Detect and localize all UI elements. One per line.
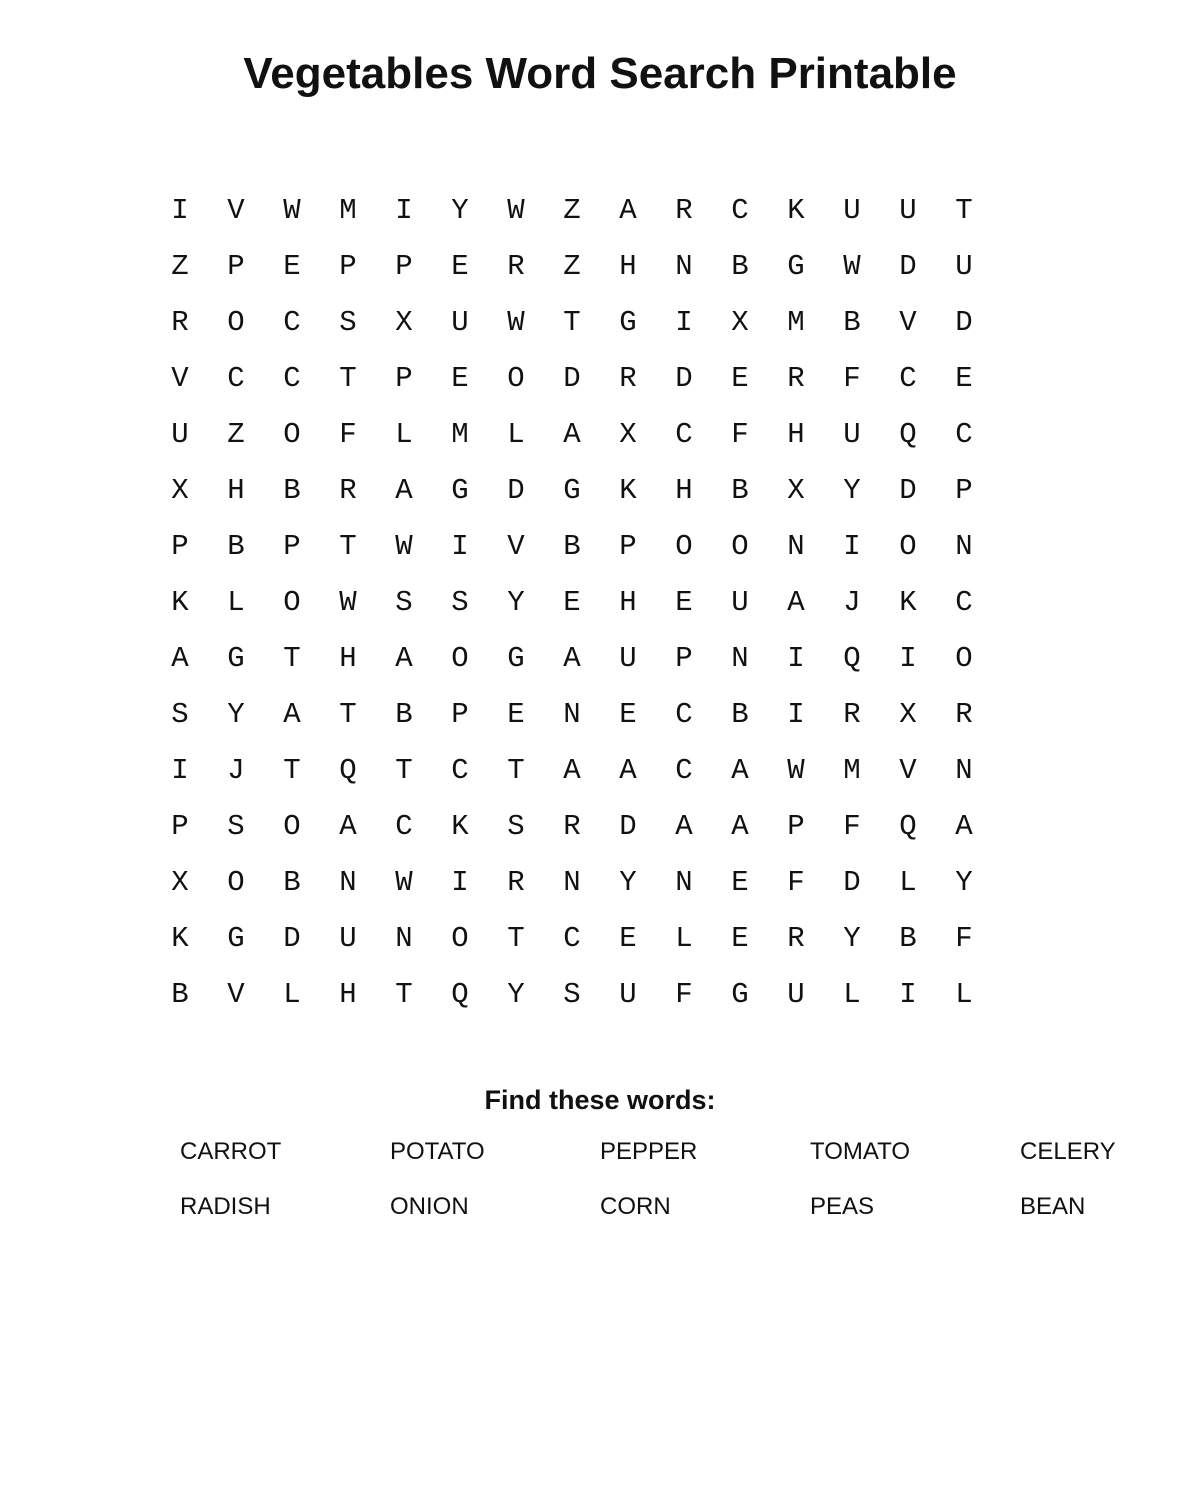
grid-letter: Y [451, 194, 469, 227]
grid-letter: I [171, 754, 189, 787]
grid-letter: S [507, 810, 525, 843]
grid-letter: Y [507, 586, 525, 619]
word-item: CARROT [180, 1138, 282, 1165]
grid-letter: V [227, 194, 245, 227]
grid-row [152, 351, 992, 407]
grid-letter: G [507, 642, 525, 675]
grid-letter: T [395, 978, 413, 1011]
grid-letter: L [227, 586, 245, 619]
grid-row [152, 687, 992, 743]
grid-letter: B [283, 474, 301, 507]
grid-letter: Y [227, 698, 245, 731]
grid-letter: C [563, 922, 581, 955]
grid-letter: W [283, 194, 301, 227]
grid-letter: O [227, 866, 245, 899]
grid-letter: P [619, 530, 637, 563]
grid-letter: E [619, 922, 637, 955]
grid-letter: U [339, 922, 357, 955]
grid-letter: P [171, 530, 189, 563]
grid-letter: D [843, 866, 861, 899]
grid-letter: G [731, 978, 749, 1011]
grid-letter: P [171, 810, 189, 843]
grid-letter: C [955, 586, 973, 619]
grid-letter: V [227, 978, 245, 1011]
grid-letter: K [899, 586, 917, 619]
grid-letter: O [283, 586, 301, 619]
grid-letter: R [675, 194, 693, 227]
grid-letter: O [283, 810, 301, 843]
word-item: TOMATO [810, 1138, 911, 1165]
grid-letter: L [507, 418, 525, 451]
word-item: BEAN [1020, 1193, 1086, 1220]
grid-letter: M [787, 306, 805, 339]
grid-letter: X [171, 474, 189, 507]
grid-letter: E [731, 922, 749, 955]
grid-letter: C [283, 362, 301, 395]
grid-letter: I [787, 642, 805, 675]
grid-letter: U [171, 418, 189, 451]
grid-letter: G [563, 474, 581, 507]
word-list [180, 1135, 1200, 1245]
word-item: ONION [390, 1193, 469, 1220]
grid-letter: U [955, 250, 973, 283]
grid-letter: I [843, 530, 861, 563]
grid-letter: U [843, 194, 861, 227]
grid-letter: P [339, 250, 357, 283]
grid-row [152, 743, 992, 799]
grid-letter: X [899, 698, 917, 731]
grid-letter: Z [563, 250, 581, 283]
grid-row [152, 463, 992, 519]
grid-letter: R [563, 810, 581, 843]
grid-letter: F [843, 810, 861, 843]
grid-letter: Q [339, 754, 357, 787]
grid-letter: N [395, 922, 413, 955]
grid-letter: I [395, 194, 413, 227]
grid-letter: T [339, 530, 357, 563]
grid-letter: N [731, 642, 749, 675]
grid-letter: H [339, 978, 357, 1011]
grid-letter: A [731, 810, 749, 843]
grid-letter: A [619, 754, 637, 787]
grid-letter: O [283, 418, 301, 451]
grid-letter: O [507, 362, 525, 395]
grid-letter: C [451, 754, 469, 787]
grid-letter: W [507, 194, 525, 227]
grid-row [152, 295, 992, 351]
word-row [180, 1190, 1200, 1245]
grid-letter: A [675, 810, 693, 843]
grid-letter: T [507, 754, 525, 787]
grid-letter: A [171, 642, 189, 675]
grid-letter: X [731, 306, 749, 339]
grid-letter: O [227, 306, 245, 339]
grid-letter: Y [507, 978, 525, 1011]
grid-letter: A [563, 754, 581, 787]
grid-letter: A [395, 642, 413, 675]
grid-letter: Q [899, 810, 917, 843]
grid-letter: J [227, 754, 245, 787]
grid-letter: Z [227, 418, 245, 451]
grid-letter: L [899, 866, 917, 899]
grid-letter: Z [171, 250, 189, 283]
grid-letter: E [731, 866, 749, 899]
grid-letter: W [843, 250, 861, 283]
grid-letter: W [395, 866, 413, 899]
grid-letter: N [563, 698, 581, 731]
grid-letter: Q [451, 978, 469, 1011]
grid-letter: F [787, 866, 805, 899]
grid-letter: G [227, 922, 245, 955]
grid-letter: F [731, 418, 749, 451]
word-item: POTATO [390, 1138, 485, 1165]
grid-letter: S [451, 586, 469, 619]
grid-letter: Y [619, 866, 637, 899]
grid-letter: N [675, 866, 693, 899]
grid-letter: T [283, 754, 301, 787]
grid-letter: D [563, 362, 581, 395]
word-list-heading: Find these words: [484, 1085, 716, 1115]
grid-letter: X [619, 418, 637, 451]
grid-row [152, 799, 992, 855]
grid-letter: E [675, 586, 693, 619]
grid-letter: A [339, 810, 357, 843]
grid-letter: A [731, 754, 749, 787]
grid-letter: I [171, 194, 189, 227]
grid-letter: P [395, 250, 413, 283]
grid-letter: E [731, 362, 749, 395]
grid-letter: S [227, 810, 245, 843]
letter-grid [152, 183, 992, 1023]
grid-letter: K [171, 922, 189, 955]
word-item: CORN [600, 1193, 671, 1220]
grid-letter: B [731, 698, 749, 731]
grid-letter: C [675, 754, 693, 787]
grid-row [152, 239, 992, 295]
grid-letter: G [787, 250, 805, 283]
grid-letter: F [955, 922, 973, 955]
grid-letter: C [675, 418, 693, 451]
grid-letter: H [227, 474, 245, 507]
grid-letter: T [395, 754, 413, 787]
grid-letter: E [955, 362, 973, 395]
grid-letter: U [619, 642, 637, 675]
grid-letter: A [955, 810, 973, 843]
grid-letter: K [451, 810, 469, 843]
grid-letter: B [283, 866, 301, 899]
grid-letter: M [843, 754, 861, 787]
grid-letter: M [451, 418, 469, 451]
grid-letter: A [395, 474, 413, 507]
grid-letter: N [787, 530, 805, 563]
grid-letter: V [171, 362, 189, 395]
grid-letter: A [563, 418, 581, 451]
grid-letter: H [619, 250, 637, 283]
word-item: RADISH [180, 1193, 271, 1220]
grid-letter: W [339, 586, 357, 619]
grid-letter: R [843, 698, 861, 731]
grid-row [152, 407, 992, 463]
word-row [180, 1135, 1200, 1190]
grid-letter: K [787, 194, 805, 227]
grid-letter: C [675, 698, 693, 731]
grid-letter: U [451, 306, 469, 339]
grid-letter: F [339, 418, 357, 451]
grid-letter: P [787, 810, 805, 843]
grid-letter: G [227, 642, 245, 675]
grid-letter: I [787, 698, 805, 731]
word-item: PEPPER [600, 1138, 698, 1165]
grid-letter: N [563, 866, 581, 899]
grid-letter: B [731, 474, 749, 507]
grid-letter: H [675, 474, 693, 507]
grid-letter: D [899, 474, 917, 507]
grid-letter: T [955, 194, 973, 227]
grid-letter: Q [899, 418, 917, 451]
grid-letter: R [507, 866, 525, 899]
grid-letter: E [283, 250, 301, 283]
grid-letter: S [339, 306, 357, 339]
grid-letter: C [283, 306, 301, 339]
grid-letter: P [955, 474, 973, 507]
grid-letter: B [395, 698, 413, 731]
grid-row [152, 575, 992, 631]
grid-letter: B [171, 978, 189, 1011]
grid-letter: E [619, 698, 637, 731]
grid-letter: L [843, 978, 861, 1011]
grid-letter: U [619, 978, 637, 1011]
grid-letter: U [787, 978, 805, 1011]
grid-letter: I [451, 530, 469, 563]
grid-letter: L [395, 418, 413, 451]
grid-letter: V [899, 306, 917, 339]
grid-letter: I [451, 866, 469, 899]
grid-letter: G [619, 306, 637, 339]
grid-letter: R [171, 306, 189, 339]
grid-letter: R [787, 362, 805, 395]
grid-row [152, 911, 992, 967]
grid-letter: C [731, 194, 749, 227]
grid-letter: K [171, 586, 189, 619]
grid-letter: E [507, 698, 525, 731]
grid-letter: R [339, 474, 357, 507]
grid-letter: N [955, 530, 973, 563]
grid-letter: N [339, 866, 357, 899]
grid-letter: J [843, 586, 861, 619]
grid-letter: Z [563, 194, 581, 227]
grid-letter: M [339, 194, 357, 227]
grid-letter: I [899, 642, 917, 675]
word-item: PEAS [810, 1193, 875, 1220]
grid-letter: R [619, 362, 637, 395]
grid-letter: T [563, 306, 581, 339]
grid-letter: T [283, 642, 301, 675]
grid-letter: C [395, 810, 413, 843]
grid-row [152, 631, 992, 687]
grid-letter: A [787, 586, 805, 619]
grid-letter: O [731, 530, 749, 563]
grid-letter: O [675, 530, 693, 563]
grid-letter: O [899, 530, 917, 563]
grid-letter: Y [955, 866, 973, 899]
grid-letter: P [227, 250, 245, 283]
grid-letter: X [787, 474, 805, 507]
grid-letter: A [563, 642, 581, 675]
grid-letter: G [451, 474, 469, 507]
grid-letter: O [451, 642, 469, 675]
grid-letter: V [899, 754, 917, 787]
grid-letter: T [507, 922, 525, 955]
grid-letter: L [283, 978, 301, 1011]
grid-letter: D [283, 922, 301, 955]
grid-letter: R [955, 698, 973, 731]
grid-letter: B [899, 922, 917, 955]
page-title: Vegetables Word Search Printable [243, 49, 957, 98]
grid-letter: B [731, 250, 749, 283]
grid-letter: C [899, 362, 917, 395]
grid-letter: C [955, 418, 973, 451]
grid-letter: D [955, 306, 973, 339]
grid-letter: S [563, 978, 581, 1011]
grid-letter: R [787, 922, 805, 955]
word-item: CELERY [1020, 1138, 1116, 1165]
grid-letter: Y [843, 474, 861, 507]
grid-row [152, 855, 992, 911]
grid-letter: P [283, 530, 301, 563]
grid-letter: D [675, 362, 693, 395]
grid-letter: I [675, 306, 693, 339]
grid-letter: X [171, 866, 189, 899]
grid-letter: B [843, 306, 861, 339]
grid-letter: D [899, 250, 917, 283]
grid-letter: C [227, 362, 245, 395]
grid-letter: B [563, 530, 581, 563]
grid-row [152, 183, 992, 239]
grid-letter: N [955, 754, 973, 787]
grid-row [152, 519, 992, 575]
grid-letter: Q [843, 642, 861, 675]
grid-letter: V [507, 530, 525, 563]
grid-letter: P [451, 698, 469, 731]
grid-letter: H [619, 586, 637, 619]
grid-letter: U [731, 586, 749, 619]
grid-letter: H [339, 642, 357, 675]
grid-letter: W [507, 306, 525, 339]
grid-letter: O [955, 642, 973, 675]
grid-letter: H [787, 418, 805, 451]
grid-letter: S [395, 586, 413, 619]
grid-letter: P [675, 642, 693, 675]
grid-letter: D [619, 810, 637, 843]
grid-letter: D [507, 474, 525, 507]
grid-letter: F [675, 978, 693, 1011]
grid-letter: K [619, 474, 637, 507]
grid-letter: U [843, 418, 861, 451]
grid-letter: L [675, 922, 693, 955]
grid-letter: P [395, 362, 413, 395]
grid-letter: E [451, 250, 469, 283]
grid-letter: N [675, 250, 693, 283]
grid-letter: A [283, 698, 301, 731]
grid-letter: S [171, 698, 189, 731]
grid-letter: W [395, 530, 413, 563]
grid-letter: E [451, 362, 469, 395]
grid-row [152, 967, 992, 1023]
grid-letter: A [619, 194, 637, 227]
grid-letter: L [955, 978, 973, 1011]
grid-letter: Y [843, 922, 861, 955]
grid-letter: B [227, 530, 245, 563]
grid-letter: O [451, 922, 469, 955]
grid-letter: E [563, 586, 581, 619]
grid-letter: U [899, 194, 917, 227]
grid-letter: T [339, 698, 357, 731]
grid-letter: X [395, 306, 413, 339]
grid-letter: F [843, 362, 861, 395]
grid-letter: I [899, 978, 917, 1011]
grid-letter: R [507, 250, 525, 283]
grid-letter: T [339, 362, 357, 395]
grid-letter: W [787, 754, 805, 787]
